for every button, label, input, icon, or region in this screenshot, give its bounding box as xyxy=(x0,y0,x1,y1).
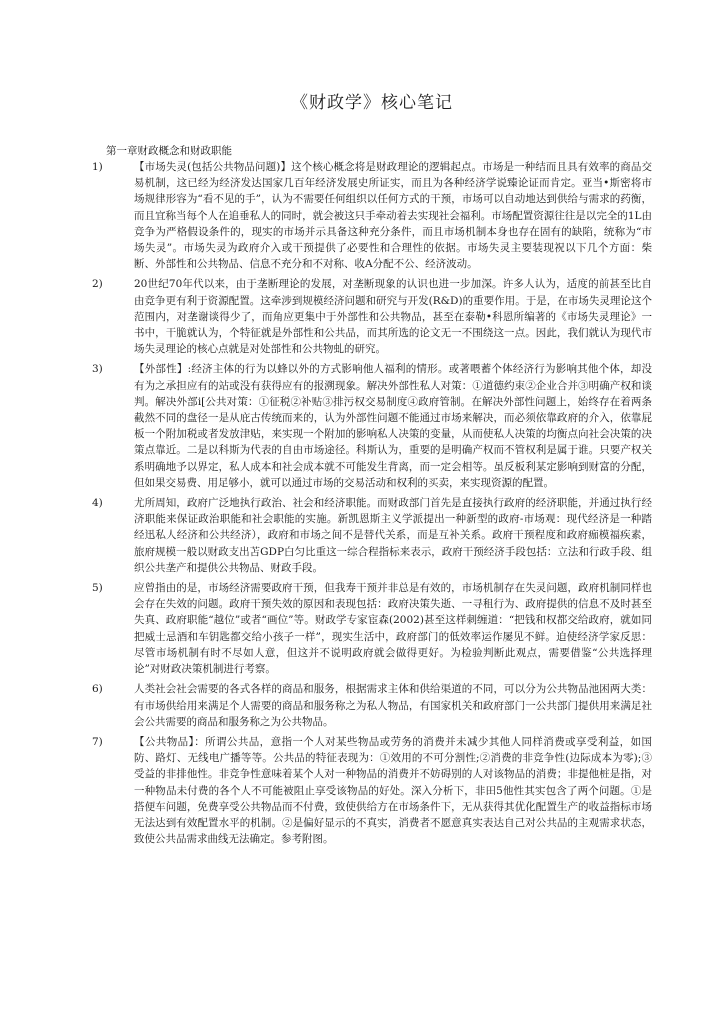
item-number: 2) xyxy=(92,278,103,291)
list-item xyxy=(92,276,652,357)
list-item xyxy=(92,734,652,847)
item-number: 1) xyxy=(92,161,103,173)
item-text: 尤所周知，政府广泛地执行政治、社会和经济职能。而财政部门首先是直接执行政府的经济职能，并通过执行经济职能来保证政治职能和社会职能的实施。新凯恩斯主义学派提出一种新型的政府-市场观：现代经济是一种踏经迅私人经济和公共经济），政府和市场之间不是替代关系，而是互补关系。政府干预程度和政府痂模福疾素，旅府规模一般以财政支出苫GDP白匀比重这一综合程指标来表示，政府干预经济手段包括：立法和行政手段、组织公共垄产和提供公共物品、财政手段。 xyxy=(134,497,652,574)
item-number: 6) xyxy=(92,683,103,696)
item-number: 5) xyxy=(92,582,103,595)
list-item xyxy=(92,159,652,272)
list-item xyxy=(92,681,652,730)
chapter-heading: 第一章财政概念和财政职能 xyxy=(106,145,232,157)
item-number: 7) xyxy=(92,735,103,748)
item-text: 【公共物品】：所谓公共品，意指一个人对某些物品或劳务的消费并未减少其他人同样消费或享受利益，如国防、路灯、无线电广播等等。公共品的特征表现为：①效用的不可分割性;②消费的非竞争性(边际成本为零);③受益的非排他性。非竞争性意味着某个人对一种物品的消费并不妨碍别的人对该物品的消费；非提他桩是指，对一种物品未付费的各个人不可能被阻止享受该物品的好处。深入分析下，非田5他性其实包含了两个问题。①是搭便车问题，免费享受公共物品而不付费，致使供给方在市场条件下，无从获得其优化配置生产的收益指标市场无法达到有效配置水平的机制。②是偏好显示的不真实，消费者不愿意真实表达自己对公共品的主观需求状态，致使公共品需求曲线无法确定。参考附图。 xyxy=(134,735,652,846)
item-text: 【外部性】:经济主体的行为以蜂以外的方式影响他人福利的情形。或著喂蓄个体经济行为影响其他个体，却没有为之承担应有的站或没有获得应有的报溯现象。解决外部性私人对策：①道德约束②企业合并③明确产权和谈判。解决外部i[公共对策：①征税②补贴③排污权交易制度④政府管制。在解决外部性问题上，始终存在着两条截然不同的盘径一是从庇古传统而来的，认为外部性问题不能通过市场来解决，而必须依靠政府的介入，依靠屁板一个附加税或者发放津贴，来实现一个附加的影响私人决策的变量，从而使私人决策的均衡点向社会决策的决策点靠近。二是以科斯为代表的自由市场途径。科斯认为，重要的是明确产权而不管权利是属于谁。只要产权关系明确地予以界定，私人成本和社会成本就不可能发生背离，而一定会相等。虽反板利某定影响到财富的分配，但如果交易费、用足够小，就可以通过市场的交易活动和权利的买卖，来实现资源的配置。 xyxy=(134,363,652,489)
document-title: 《财政学》核心笔记 xyxy=(291,93,453,113)
item-text: 应曾指由的是，市场经济需要政府干预，但我寿干预并非总是有效的，市场机制存在失灵问题，政府机制同样也会存在失效的问题。政府干预失效的原因和表现包括：政府决策失逝、一寻租行为、政府提供的信息不及时甚至失真、政府职能“越位”或者“画位”等。财政学专家宦森(2002)甚至这样刺缠道：“把钱和权都交给政府，就如同把威士忌酒和车钥匙都交给小孩子一样”，现实生活中，政府部门的低效率运作屡见不鲜。迫使经济学家反思：尽管市场机制有时不尽如人意，但这并不说明政府就会做得更好。为检验判断此观点，需要借鉴“公共选择理论”对财政决策机制进行考察。 xyxy=(134,582,652,676)
item-number: 3) xyxy=(92,363,103,376)
list-item xyxy=(92,361,652,491)
notes-list xyxy=(92,159,652,847)
list-item xyxy=(92,580,652,677)
item-text: 人类社会社会需要的各式各样的商品和服务，根据需求主体和供给渠道的不同，可以分为公共物品池困两大类：有市场供给用来满足个人需要的商品和服务称之为私人物品，有国家机关和政府部门一公共部门提供用来满足社会公共需要的商品和服务称之为公共物品。 xyxy=(134,683,652,728)
list-item xyxy=(92,495,652,576)
item-text: 20世纪70年代以来，由于垄断理论的发展，对垄断现象的认识也进一步加深。许多人认为，适度的前甚至比自由竞争更有利于资源配置。这牵涉到规模经济问题和研究与开发(R&D)的重要作用。于是，在市场失灵理论这个范围内，对垄谢谈得少了，而角应更集中于外部性和公共物品，甚至在泰勒•科恩所编著的《市场失灵理论》一书中，干脆就认为，个特征就是外部性和公共品，而其所选的论文无一不围绕这一点。因此，我们就认为现代市场失灵理论的核心点就是对处部性和公共物虬的研究。 xyxy=(134,278,652,356)
item-text: 【市场失灵(包括公共物品问题)】这个核心概念将是财政理论的逻辑起点。市场是一种结而且具有效率的商品交易机制，这已经为经济发达国家几百年经济发展史所证实，而且为各种经济学说臻论证而肯定。亚当•斯密将市场规律形容为“看不见的手”，认为不需要任何组织以任何方式的干预，市场可以自动地达到供给与需求的药衡，而且宜称当每个人在追垂私人的同时，就会被这只手牵动着去实现社会福利。市场配置资源往往是以完全的1L由竞争为严格假设条件的，现实的市场并示具备这种充分条件，而且市场机制本身也存在固有的缺陷，统称为“市场失灵”。市场失灵为政府介入或干预提供了必要性和合理性的依据。市场失灵主要装现祝以下几个方面：柴断、外部性和公共物品、信息不充分和不对称、收A分配不公、经济波动。 xyxy=(134,161,652,271)
item-number: 4) xyxy=(92,497,103,510)
